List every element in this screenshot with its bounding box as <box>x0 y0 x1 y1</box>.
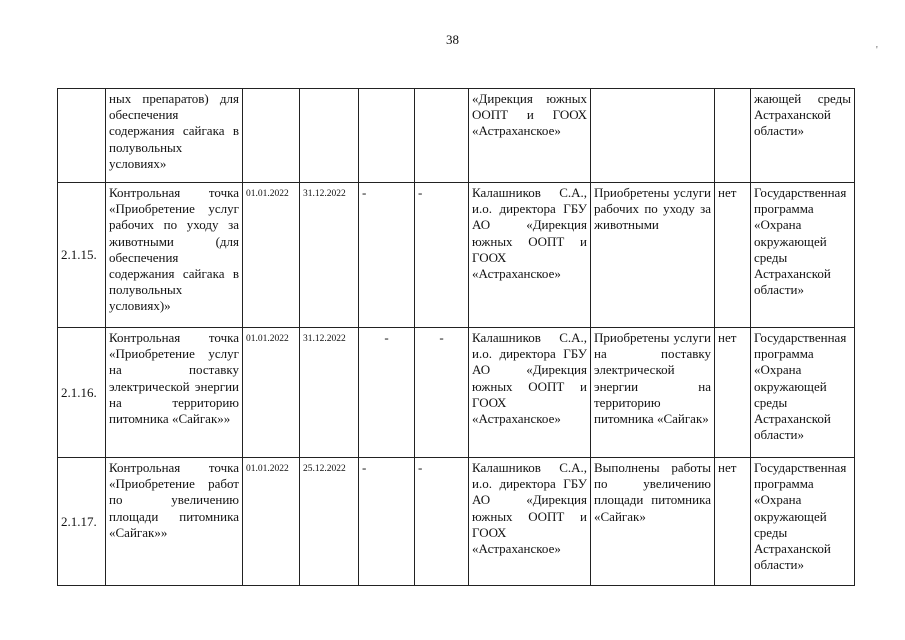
table-row <box>58 458 855 586</box>
program: Государственная программа «Охрана окружающей среды Астраханской области» <box>751 183 855 328</box>
note <box>715 89 751 183</box>
dash-cell: - <box>415 328 469 458</box>
executor: Калашников С.А., и.о. директора ГБУ АО «Дирекция южных ООПТ и ГООХ «Астраханское» <box>469 328 591 458</box>
result: Выполнены работы по увеличению площади питомника «Сайгак» <box>591 458 715 586</box>
start-date: 01.01.2022 <box>243 328 300 458</box>
dash-cell: - <box>359 183 415 328</box>
note: нет <box>715 458 751 586</box>
event-name: Контрольная точка «Приобретение работ по увеличению площади питомника «Сайгак»» <box>106 458 243 586</box>
executor: Калашников С.А., и.о. директора ГБУ АО «Дирекция южных ООПТ и ГООХ «Астраханское» <box>469 183 591 328</box>
dash-cell <box>415 89 469 183</box>
start-date <box>243 89 300 183</box>
note: нет <box>715 183 751 328</box>
row-number: 2.1.15. <box>58 183 106 328</box>
page-number: 38 <box>446 32 459 47</box>
result: Приобретены услуги рабочих по уходу за животными <box>591 183 715 328</box>
end-date: 31.12.2022 <box>300 328 359 458</box>
table-row <box>58 89 855 183</box>
program: Государственная программа «Охрана окружающей среды Астраханской области» <box>751 458 855 586</box>
event-name: Контрольная точка «Приобретение услуг на поставку электрической энергии на территорию питомника «Сайгак»» <box>106 328 243 458</box>
row-number: 2.1.17. <box>58 458 106 586</box>
dash-cell: - <box>359 458 415 586</box>
row-number: 2.1.16. <box>58 328 106 458</box>
start-date: 01.01.2022 <box>243 183 300 328</box>
end-date: 25.12.2022 <box>300 458 359 586</box>
dash-cell: - <box>359 328 415 458</box>
executor: «Дирекция южных ООПТ и ГООХ «Астраханское» <box>469 89 591 183</box>
end-date <box>300 89 359 183</box>
result: Приобретены услуги на поставку электрической энергии на территорию питомника «Сайгак» <box>591 328 715 458</box>
program: жающей среды Астраханской области» <box>751 89 855 183</box>
start-date: 01.01.2022 <box>243 458 300 586</box>
note: нет <box>715 328 751 458</box>
program: Государственная программа «Охрана окружающей среды Астраханской области» <box>751 328 855 458</box>
event-name: Контрольная точка «Приобретение услуг рабочих по уходу за животными (для обеспечения содержания сайгака в полувольных условиях)» <box>106 183 243 328</box>
corner-mark: ' <box>876 45 878 56</box>
dash-cell: - <box>415 183 469 328</box>
table-row <box>58 328 855 458</box>
plan-table <box>57 88 855 586</box>
dash-cell <box>359 89 415 183</box>
end-date: 31.12.2022 <box>300 183 359 328</box>
event-name: ных препаратов) для обеспечения содержания сайгака в полувольных условиях» <box>106 89 243 183</box>
executor: Калашников С.А., и.о. директора ГБУ АО «Дирекция южных ООПТ и ГООХ «Астраханское» <box>469 458 591 586</box>
table-row <box>58 183 855 328</box>
result <box>591 89 715 183</box>
row-number <box>58 89 106 183</box>
dash-cell: - <box>415 458 469 586</box>
